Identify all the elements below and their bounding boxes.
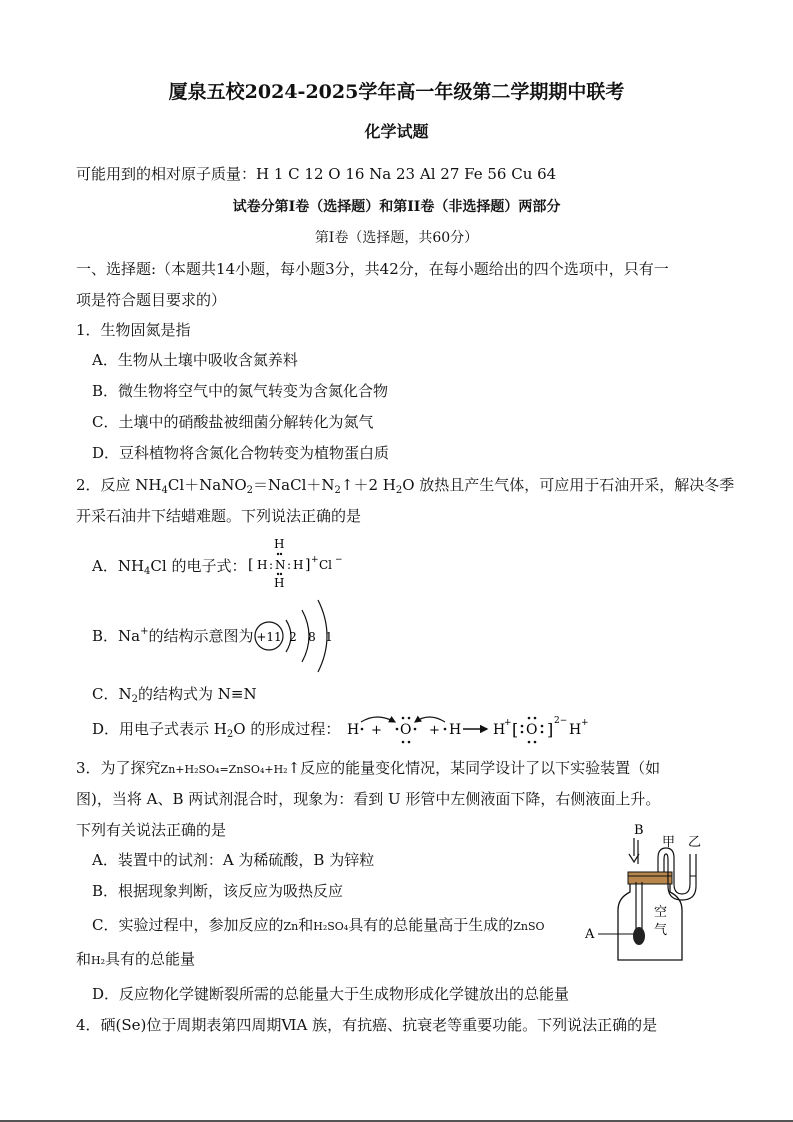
- q3-option-d: D．反应物化学键断裂所需的总能量大于生成物形成化学键放出的总能量: [92, 985, 570, 1003]
- label-jia: 甲: [662, 835, 676, 850]
- svg-text:2−: 2−: [554, 716, 568, 726]
- svg-text:+: +: [371, 723, 382, 738]
- label-a: A: [585, 927, 595, 942]
- svg-text:H: H: [274, 537, 285, 551]
- q3-stem-line2: 图)，当将 A、B 两试剂混合时，现象为：看到 U 形管中左侧液面下降，右侧液面上升。: [76, 790, 661, 808]
- svg-text:H: H: [293, 558, 304, 572]
- label-yi: 乙: [688, 835, 702, 850]
- svg-text:−: −: [335, 555, 343, 565]
- svg-text:O: O: [526, 722, 538, 738]
- svg-text:H: H: [493, 722, 506, 738]
- shell-2-count: 8: [308, 630, 316, 644]
- q2-option-c: C．$N_2$的结构式为 N≡N: [92, 685, 257, 705]
- section-instructions-1: 一、选择题:（本题共14小题，每小题3分，共42分，在每小题给出的四个选项中，只有一: [76, 260, 669, 278]
- svg-text:+: +: [504, 718, 512, 728]
- q2-option-b: B．Na+的结构示意图为: [92, 626, 254, 645]
- q1-option-c: C．土壤中的硝酸盐被细菌分解转化为氮气: [92, 413, 374, 431]
- svg-text:H: H: [347, 722, 360, 738]
- svg-text:+: +: [429, 723, 440, 738]
- svg-text:O: O: [400, 722, 412, 738]
- q2-option-a: A．$NH_4Cl$ 的电子式：: [92, 557, 247, 577]
- svg-text:+: +: [311, 555, 319, 565]
- q2-stem-line2: 开采石油井下结蜡难题。下列说法正确的是: [76, 507, 362, 525]
- q3-option-a: A．装置中的试剂：A 为稀硫酸，B 为锌粒: [92, 851, 375, 869]
- svg-text:N: N: [275, 558, 286, 572]
- h2o-formation-electron-diagram: [345, 708, 595, 748]
- part1-heading: 第Ⅰ卷（选择题，共60分）: [314, 230, 479, 246]
- svg-text::: :: [269, 558, 274, 572]
- svg-text:+: +: [581, 718, 589, 728]
- label-air-1: 空: [654, 905, 668, 920]
- nucleus-charge: +11: [256, 630, 282, 644]
- shell-1-count: 2: [289, 630, 297, 644]
- svg-text:H: H: [569, 722, 582, 738]
- q3-option-c: C．实验过程中，参加反应的Zn和H₂SO₄具有的总能量高于生成的ZnSO: [92, 916, 545, 934]
- q2-stem: 2．反应 $NH_4Cl+NaNO_2=NaCl+N_2↑+2$ $H_2O$ 放热且产生气体，可应用于石油开采，解决冬季: [76, 476, 735, 496]
- shell-3-count: 1: [325, 630, 333, 644]
- label-air-2: 气: [654, 923, 668, 938]
- q1-option-a: A．生物从土壤中吸收含氮养料: [92, 351, 298, 369]
- q4-stem: 4．硒(Se)位于周期表第四周期ⅥA 族，有抗癌、抗衰老等重要功能。下列说法正确的是: [76, 1016, 658, 1034]
- svg-text:]: ]: [547, 720, 554, 739]
- svg-text:H: H: [274, 576, 285, 590]
- paper-parts: 试卷分第Ⅰ卷（选择题）和第ⅠⅠ卷（非选择题）两部分: [232, 199, 561, 215]
- exam-title: 厦泉五校2024-2025学年高一年级第二学期期中联考: [168, 81, 625, 103]
- q1-option-b: B．微生物将空气中的氮气转变为含氮化合物: [92, 382, 389, 400]
- svg-text::: :: [287, 558, 292, 572]
- nh4cl-electron-formula: [245, 536, 355, 592]
- subject-title: 化学试题: [364, 122, 429, 141]
- q3-option-b: B．根据现象判断，该反应为吸热反应: [92, 882, 344, 900]
- svg-text:[: [: [512, 720, 519, 739]
- svg-text:[: [: [248, 557, 254, 573]
- label-b: B: [634, 823, 644, 838]
- na-ion-structure-diagram: [252, 598, 342, 674]
- q2-option-d: D．用电子式表示 $H_2O$ 的形成过程：: [92, 720, 341, 740]
- atomic-masses: 可能用到的相对原子质量：H 1 C 12 O 16 Na 23 Al 27 Fe 56 Cu 64: [76, 165, 557, 183]
- svg-text:H: H: [257, 558, 268, 572]
- svg-text:H: H: [449, 722, 462, 738]
- experiment-apparatus-figure: [584, 820, 714, 968]
- q1-stem: 1．生物固氮是指: [76, 321, 191, 339]
- svg-text:Cl: Cl: [319, 558, 333, 572]
- q3-reaction: Zn+H₂SO₄=ZnSO₄+H₂: [160, 763, 288, 776]
- q3-stem-line3: 下列有关说法正确的是: [76, 821, 227, 839]
- svg-text:]: ]: [305, 557, 311, 573]
- section-instructions-2: 项是符合题目要求的）: [76, 291, 227, 309]
- q3-option-c-line2: 和H₂具有的总能量: [76, 950, 196, 968]
- q1-option-d: D．豆科植物将含氮化合物转变为植物蛋白质: [92, 444, 390, 462]
- q3-stem: 3．为了探究Zn+H₂SO₄=ZnSO₄+H₂↑反应的能量变化情况，某同学设计了以下实验装置（如: [76, 759, 661, 777]
